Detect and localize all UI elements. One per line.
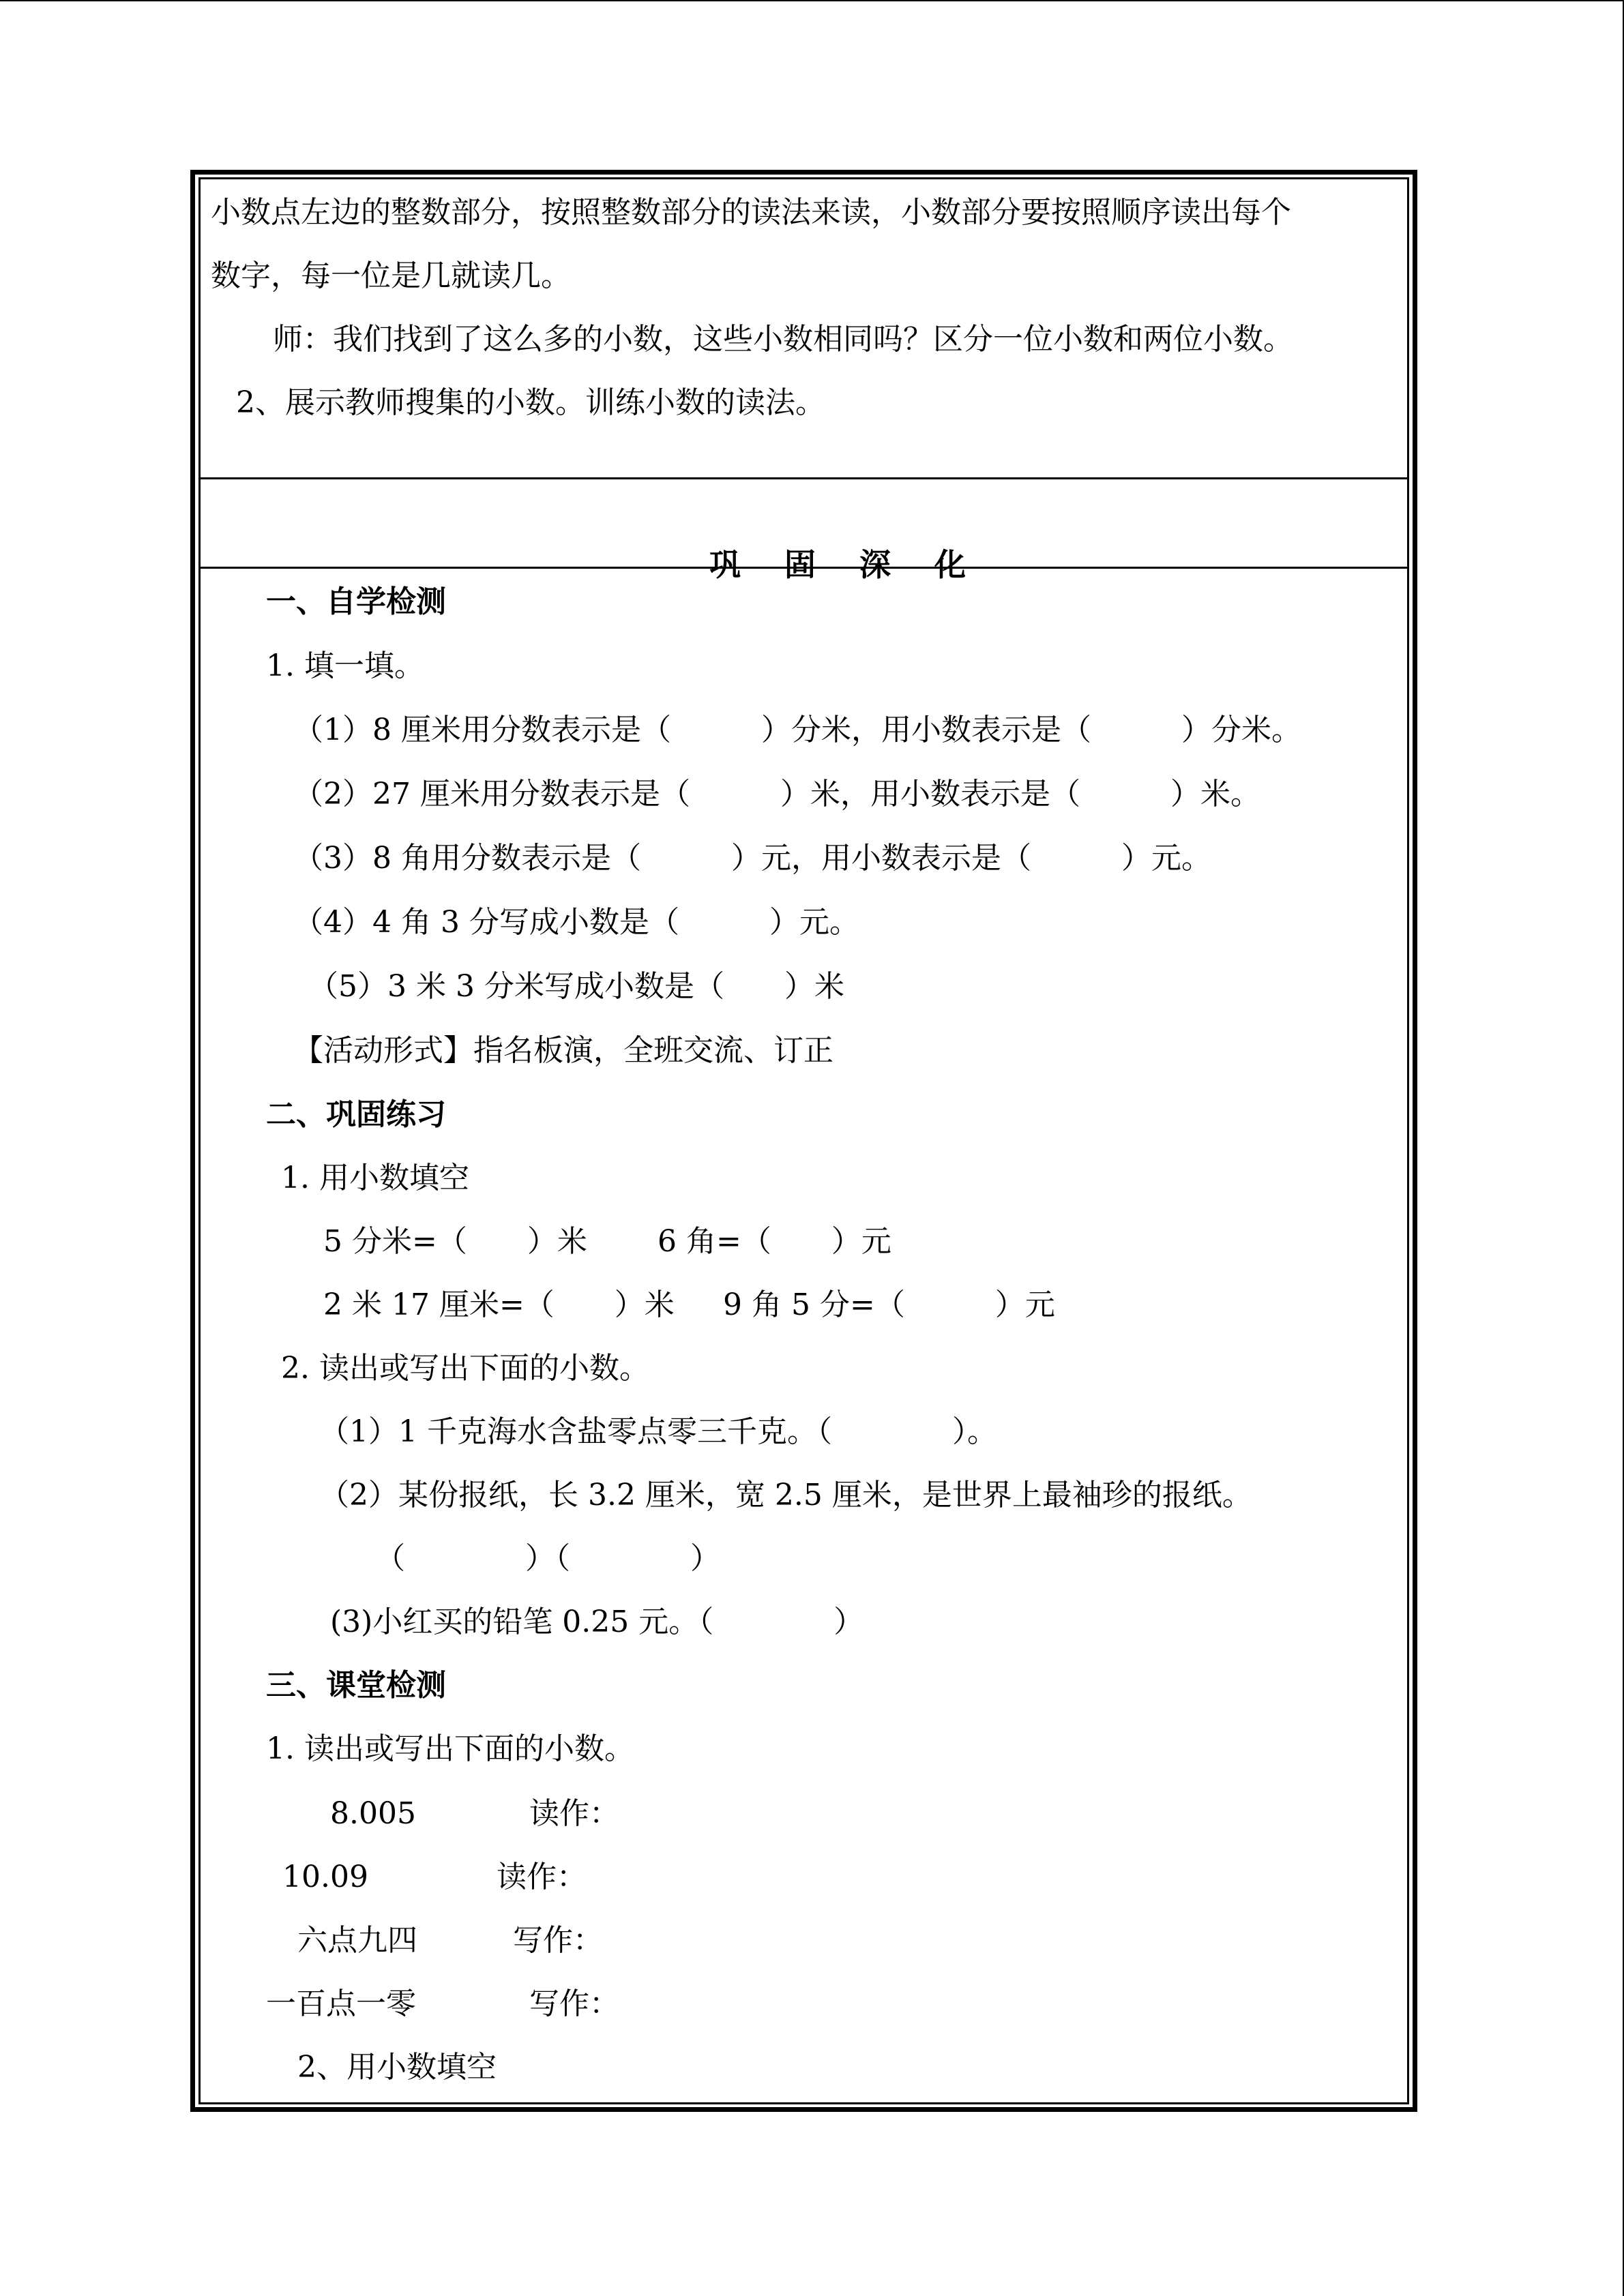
exercise-row2-b: 9 角 5 分=（ ）元 (723, 1287, 1055, 1322)
decimal-answer-label: 读作： (497, 1860, 587, 1894)
page-top-border (0, 0, 1624, 1)
exercise-row1-a: 5 分米=（ ）米 (323, 1224, 587, 1259)
section-title-char: 巩 (709, 546, 741, 583)
decimal-item: 六点九四 (297, 1923, 417, 1958)
decimal-answer-label: 读作： (529, 1796, 619, 1831)
decimal-answer-label: 写作： (529, 1986, 619, 2021)
sentence-3: (3)小红买的铅笔 0.25 元。（ ） (330, 1605, 864, 1639)
activity-note: 【活动形式】指名板演，全班交流、订正 (293, 1033, 833, 1068)
intro-line-1: 小数点左边的整数部分，按照整数部分的读法来读，小数部分要按照顺序读出每个 (211, 195, 1291, 230)
intro-line-2: 数字，每一位是几就读几。 (211, 258, 571, 293)
section-divider-top (198, 477, 1409, 479)
fill-item-4: （4）4 角 3 分写成小数是（ ）元。 (293, 905, 859, 940)
part3-heading: 三、课堂检测 (266, 1668, 446, 1703)
decimal-item: 一百点一零 (266, 1986, 416, 2021)
sentence-2: （2）某份报纸，长 3.2 厘米，宽 2.5 厘米，是世界上最袖珍的报纸。 (319, 1478, 1252, 1512)
part1-heading: 一、自学检测 (266, 584, 446, 619)
part2-question-2: 2. 读出或写出下面的小数。 (281, 1351, 649, 1386)
part3-question-1: 1. 读出或写出下面的小数。 (266, 1731, 634, 1766)
fill-item-3: （3）8 角用分数表示是（ ）元，用小数表示是（ ）元。 (293, 841, 1211, 876)
section-title (688, 503, 1009, 585)
sentence-1: （1）1 千克海水含盐零点零三千克。（ ）。 (319, 1414, 997, 1449)
decimal-item: 8.005 (330, 1796, 416, 1831)
fill-item-1: （1）8 厘米用分数表示是（ ）分米，用小数表示是（ ）分米。 (293, 713, 1301, 747)
section-title-char: 化 (934, 546, 966, 583)
section-title-char: 深 (859, 546, 891, 583)
section-title-char: 固 (784, 546, 816, 583)
part1-question-1: 1. 填一填。 (266, 648, 424, 683)
part2-question-1: 1. 用小数填空 (281, 1161, 469, 1195)
part3-question-2: 2、用小数填空 (297, 2050, 497, 2085)
sentence-2-blanks: （ ）（ ） (375, 1541, 720, 1576)
intro-line-3: 师：我们找到了这么多的小数，这些小数相同吗？区分一位小数和两位小数。 (273, 322, 1293, 357)
decimal-item: 10.09 (282, 1860, 368, 1894)
exercise-row2-a: 2 米 17 厘米=（ ）米 (323, 1287, 675, 1322)
decimal-answer-label: 写作： (513, 1923, 603, 1958)
exercise-row1-b: 6 角=（ ）元 (658, 1224, 891, 1259)
part2-heading: 二、巩固练习 (266, 1097, 446, 1132)
fill-item-5: （5）3 米 3 分米写成小数是（ ）米 (308, 969, 844, 1004)
fill-item-2: （2）27 厘米用分数表示是（ ）米，用小数表示是（ ）米。 (293, 777, 1260, 811)
intro-line-4: 2、展示教师搜集的小数。训练小数的读法。 (236, 385, 825, 420)
